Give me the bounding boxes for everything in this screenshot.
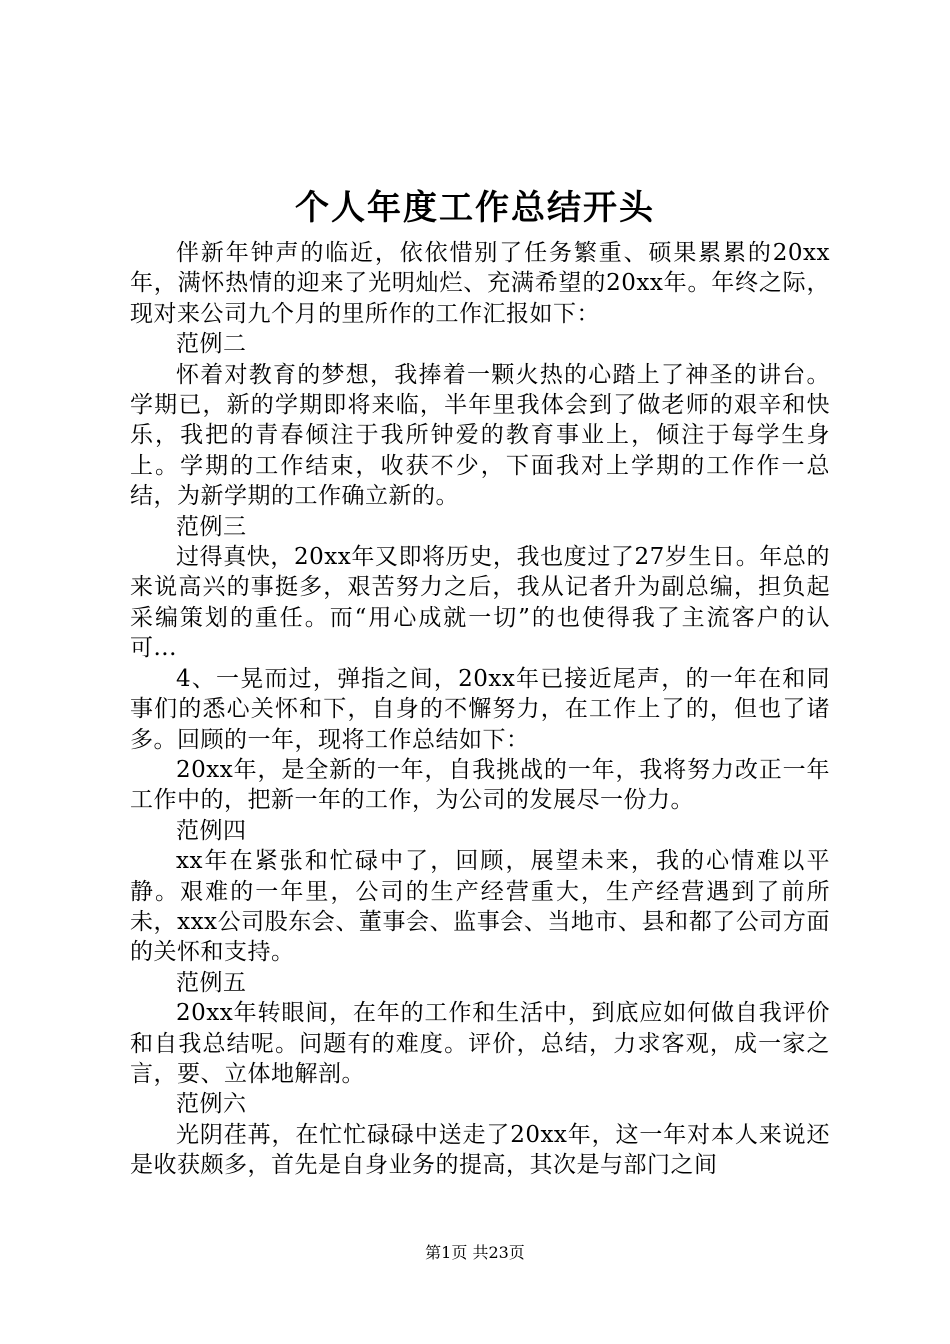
- paragraph-intro: 伴新年钟声的临近，依依惜别了任务繁重、硕果累累的20xx年，满怀热情的迎来了光明灿烂、充满希望的20xx年。年终之际，现对来公司九个月的里所作的工作汇报如下：: [130, 240, 830, 327]
- section-heading-example-2: 范例二: [176, 331, 247, 358]
- page-number-footer: 第1页 共23页: [425, 1243, 525, 1262]
- paragraph-new-year: 20xx年，是全新的一年，自我挑战的一年，我将努力改正一年工作中的，把新一年的工作，为公司的发展尽一份力。: [130, 756, 830, 814]
- document-title: 个人年度工作总结开头: [295, 188, 655, 228]
- section-heading-example-3: 范例三: [176, 513, 247, 540]
- section-heading-example-4: 范例四: [176, 817, 247, 844]
- paragraph-example-3: 过得真快，20xx年又即将历史，我也度过了27岁生日。年总的来说高兴的事挺多，艰苦努力之后，我从记者升为副总编，担负起采编策划的重任。而“用心成就一切”的也使得我了主流客户的认可...: [130, 544, 830, 662]
- document-body: [130, 238, 830, 1181]
- paragraph-example-5: 20xx年转眼间，在年的工作和生活中，到底应如何做自我评价和自我总结呢。问题有的难度。评价，总结，力求客观，成一家之言，要、立体地解剖。: [130, 1000, 830, 1087]
- paragraph-item-4: 4、一晃而过，弹指之间，20xx年已接近尾声，的一年在和同事们的悉心关怀和下，自身的不懈努力，在工作上了的，但也了诸多。回顾的一年，现将工作总结如下：: [130, 665, 830, 753]
- paragraph-example-2: 怀着对教育的梦想，我捧着一颗火热的心踏上了神圣的讲台。学期已，新的学期即将来临，半年里我体会到了做老师的艰辛和快乐，我把的青春倾注于我所钟爱的教育事业上，倾注于每学生身上。学期的工作结束，收获不少，下面我对上学期的工作作一总结，为新学期的工作确立新的。: [130, 361, 830, 510]
- section-heading-example-6: 范例六: [176, 1091, 247, 1118]
- paragraph-example-6: 光阴荏苒，在忙忙碌碌中送走了20xx年，这一年对本人来说还是收获颇多，首先是自身业务的提高，其次是与部门之间: [130, 1121, 830, 1179]
- paragraph-example-4: xx年在紧张和忙碌中了，回顾，展望未来，我的心情难以平静。艰难的一年里，公司的生产经营重大，生产经营遇到了前所未，xxx公司股东会、董事会、监事会、当地市、县和都了公司方面的关怀和支持。: [130, 848, 830, 966]
- section-heading-example-5: 范例五: [176, 969, 247, 996]
